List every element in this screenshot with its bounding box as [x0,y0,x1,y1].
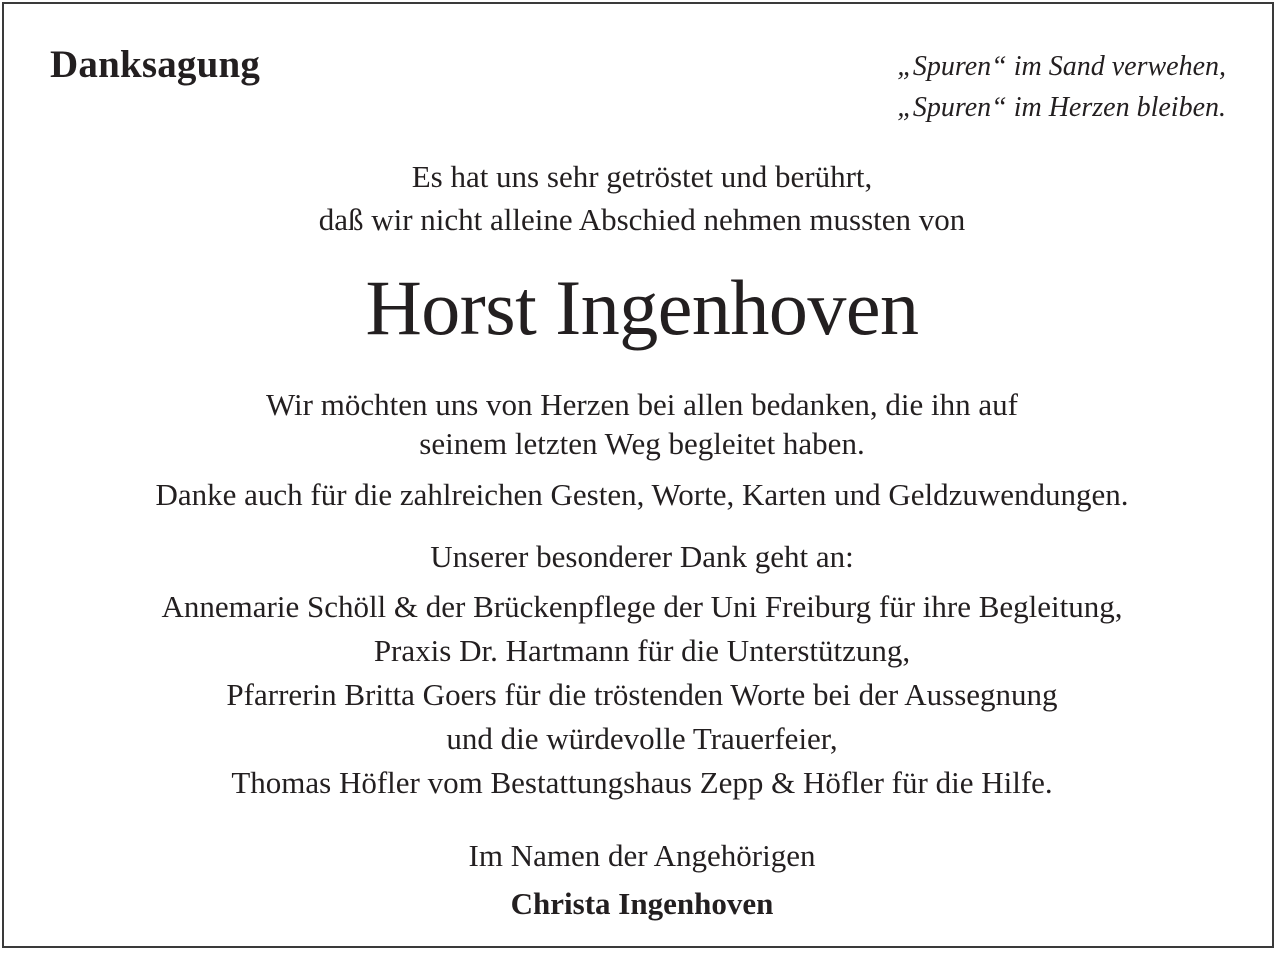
special-thanks-line: Thomas Höfler vom Bestattungshaus Zepp & Höfler für die Hilfe. [231,765,1053,800]
closing-text: Im Namen der Angehörigen [468,838,816,873]
special-thanks-line: Pfarrerin Britta Goers für die tröstenden Worte bei der Aussegnung [226,677,1058,712]
thanks-line: Wir möchten uns von Herzen bei allen bedanken, die ihn auf [266,387,1018,422]
special-thanks-line: Annemarie Schöll & der Brückenpflege der Uni Freiburg für ihre Begleitung, [161,589,1123,624]
special-thanks-title: Unserer besonderer Dank geht an: [430,539,854,574]
intro-text [4,155,1280,241]
intro-line: daß wir nicht alleine Abschied nehmen mussten von [318,202,966,237]
motto-quote [897,46,1226,128]
intro-line: Es hat uns sehr getröstet und berührt, [411,159,873,194]
thanks-extra: Danke auch für die zahlreichen Gesten, Worte, Karten und Geldzuwendungen. [155,477,1129,512]
motto-line: „Spuren“ im Herzen bleiben. [897,92,1226,123]
notice-frame [2,2,1274,948]
special-thanks-line: und die würdevolle Trauerfeier, [446,721,838,756]
thanks-text [4,385,1280,463]
special-thanks-list [4,585,1280,805]
motto-line: „Spuren“ im Sand verwehen, [897,51,1226,82]
notice-heading: Danksagung [50,43,261,86]
special-thanks-line: Praxis Dr. Hartmann für die Unterstützung, [373,633,911,668]
thanks-line: seinem letzten Weg begleitet haben. [419,426,865,461]
signer-name: Christa Ingenhoven [510,886,774,921]
deceased-name: Horst Ingenhoven [365,264,919,351]
